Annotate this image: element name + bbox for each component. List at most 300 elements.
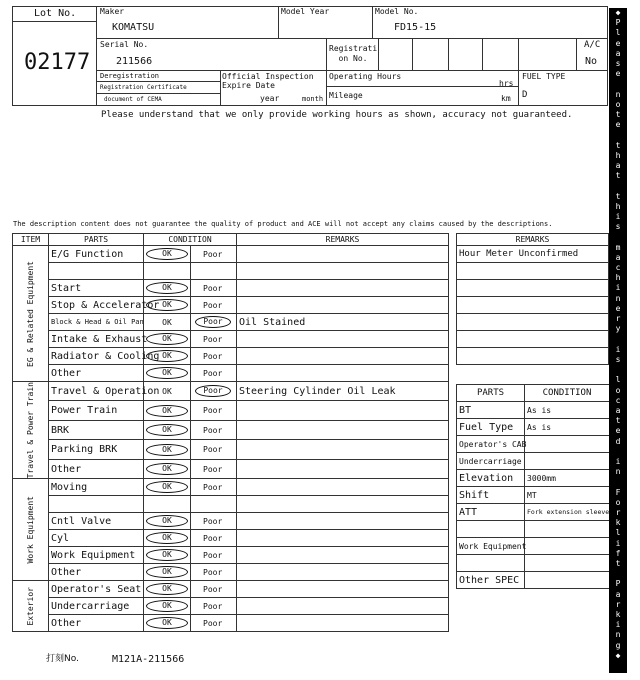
ok-circled: OK: [146, 444, 188, 456]
remark-cell: [237, 297, 449, 314]
side-note-char: l: [615, 375, 621, 385]
remark-cell: [237, 564, 449, 581]
ok-cell: [144, 280, 191, 297]
poor-option: Poor: [203, 533, 223, 543]
spec-row: [457, 521, 610, 538]
side-note-char: f: [615, 548, 621, 558]
side-note-char: t: [615, 110, 621, 120]
ok-cell: [144, 401, 191, 420]
right-remarks-table: [456, 233, 609, 365]
table-row: [13, 401, 449, 420]
remark-cell: [237, 479, 449, 496]
spec-part: Elevation: [457, 470, 525, 487]
side-note-char: a: [615, 589, 621, 599]
side-note-char: c: [615, 263, 621, 273]
side-note-char: [609, 232, 627, 242]
part-name: Radiator & Cooling: [49, 348, 144, 365]
spec-row: [457, 419, 610, 436]
ok-circled: OK: [146, 405, 188, 417]
poor-option: Poor: [203, 406, 223, 416]
model-no-label: Model No.: [375, 7, 419, 16]
hrs-label: hrs: [499, 79, 514, 88]
spec-part: Other SPEC: [457, 572, 525, 589]
ok-circled: OK: [146, 600, 188, 612]
ok-cell: [144, 479, 191, 496]
ok-circled: OK: [146, 248, 188, 260]
remark-cell: [237, 331, 449, 348]
inspection-label: Official Inspection Expire Date: [222, 72, 314, 90]
remark-cell: [237, 348, 449, 365]
side-note-char: F: [615, 487, 621, 497]
table-row: [13, 331, 449, 348]
poor-option: Poor: [203, 351, 223, 361]
spec-part: ATT: [457, 504, 525, 521]
side-note-char: r: [615, 314, 621, 324]
side-note-char: r: [615, 599, 621, 609]
ok-cell: [144, 598, 191, 615]
poor-cell: [191, 297, 237, 314]
right-remark-blank: [457, 331, 609, 348]
side-note-char: e: [615, 303, 621, 313]
remark-cell: [237, 280, 449, 297]
side-note-char: i: [615, 212, 621, 222]
poor-cell: [191, 479, 237, 496]
item-group-exterior: [13, 581, 49, 632]
side-note-char: r: [615, 507, 621, 517]
table-row: [13, 459, 449, 479]
header-grid: [12, 6, 608, 106]
ok-circled: OK: [146, 424, 188, 436]
table-row: [13, 263, 449, 280]
remark-cell: Oil Stained: [237, 314, 449, 331]
spec-value: As is: [525, 419, 610, 436]
op-hours-label: Operating Hours: [329, 72, 402, 81]
remark-cell: [237, 420, 449, 439]
side-note-char: h: [615, 150, 621, 160]
ok-circled: OK: [146, 367, 188, 379]
spec-row: [457, 572, 610, 589]
item-group-work: [13, 479, 49, 581]
item-group-label: EG & Related Equipment: [26, 260, 35, 367]
side-note-char: e: [615, 69, 621, 79]
side-note-char: [609, 181, 627, 191]
table-row: [13, 348, 449, 365]
poor-option: Poor: [203, 334, 223, 344]
reg-cert-label: Registration Certificate: [100, 84, 187, 91]
side-note-char: h: [615, 201, 621, 211]
side-note-char: [609, 335, 627, 345]
ok-cell: [144, 263, 191, 280]
stamp-value: M121A-211566: [112, 654, 185, 665]
parts-header: PARTS: [49, 234, 144, 246]
poor-cell: [191, 331, 237, 348]
poor-circled: Poor: [195, 385, 231, 397]
poor-option: Poor: [203, 249, 223, 259]
side-note-char: t: [615, 416, 621, 426]
side-note: [609, 8, 627, 673]
ok-cell: [144, 440, 191, 459]
condition-table: [12, 233, 449, 632]
side-note-char: m: [615, 242, 621, 252]
remark-cell: [237, 598, 449, 615]
ok-circled: OK: [146, 515, 188, 527]
poor-cell: [191, 440, 237, 459]
spec-value: [525, 521, 610, 538]
remark-cell: [237, 365, 449, 382]
side-note-char: d: [615, 436, 621, 446]
side-note-char: [609, 79, 627, 89]
table-row: [13, 314, 449, 331]
lot-label: Lot No.: [34, 8, 77, 19]
ok-cell: [144, 246, 191, 263]
ok-cell: [144, 420, 191, 439]
part-name: Other: [49, 564, 144, 581]
part-name: E/G Function: [49, 246, 144, 263]
remark-cell: [237, 581, 449, 598]
remark-cell: [237, 440, 449, 459]
ok-circled: OK: [146, 333, 188, 345]
poor-cell: [191, 496, 237, 513]
part-name: Start: [49, 280, 144, 297]
side-note-char: P: [615, 18, 621, 28]
remark-cell: [237, 401, 449, 420]
ok-circled: OK: [146, 299, 188, 311]
poor-cell: [191, 263, 237, 280]
poor-cell: [191, 314, 237, 331]
item-group-label: Work Equipment: [26, 496, 35, 564]
table-row: [13, 382, 449, 401]
mileage-label: Mileage: [329, 91, 363, 100]
side-note-char: P: [615, 579, 621, 589]
spec-value: MT: [525, 487, 610, 504]
spec-row: [457, 470, 610, 487]
poor-option: Poor: [203, 618, 223, 628]
registration-label: Registrati on No.: [329, 44, 378, 63]
item-group-travel: [13, 382, 49, 479]
table-row: [13, 420, 449, 439]
right-remark-blank: [457, 280, 609, 297]
spec-condition-header: CONDITION: [525, 385, 610, 402]
table-row: [13, 479, 449, 496]
side-note-char: t: [615, 140, 621, 150]
table-row: [13, 280, 449, 297]
table-row: [13, 365, 449, 382]
side-note-char: a: [615, 252, 621, 262]
poor-option: Poor: [203, 464, 223, 474]
side-note-char: t: [615, 191, 621, 201]
disclaimer-text: The description content does not guarantee the quality of product and ACE will not accept any claims caused by the descriptions.: [13, 220, 553, 228]
poor-option: Poor: [203, 300, 223, 310]
part-name: Undercarriage: [49, 598, 144, 615]
spec-value: [525, 453, 610, 470]
ok-circled: OK: [146, 617, 188, 629]
table-row: [13, 547, 449, 564]
side-note-char: [609, 447, 627, 457]
part-name: Operator's Seat: [49, 581, 144, 598]
year-label: year: [260, 94, 280, 103]
ok-option: OK: [162, 317, 172, 327]
part-name: Moving: [49, 479, 144, 496]
part-name: Stop & Accelerator: [49, 297, 144, 314]
month-label: month: [302, 95, 324, 103]
lot-number: 02177: [24, 50, 91, 75]
poor-cell: [191, 365, 237, 382]
stamp-label: 打刻No.: [46, 654, 79, 664]
poor-option: Poor: [203, 368, 223, 378]
remark-cell: [237, 530, 449, 547]
table-row: [13, 615, 449, 632]
remark-cell: [237, 496, 449, 513]
poor-cell: [191, 382, 237, 401]
ok-cell: [144, 564, 191, 581]
ok-cell: [144, 297, 191, 314]
part-name: Other: [49, 365, 144, 382]
header-block: [12, 6, 608, 106]
poor-option: Poor: [203, 516, 223, 526]
side-note-char: e: [615, 38, 621, 48]
poor-cell: [191, 280, 237, 297]
remark-cell: Steering Cylinder Oil Leak: [237, 382, 449, 401]
part-name: Work Equipment: [49, 547, 144, 564]
side-note-char: n: [615, 630, 621, 640]
poor-option: Poor: [203, 550, 223, 560]
ok-cell: [144, 459, 191, 479]
poor-option: Poor: [203, 567, 223, 577]
poor-cell: [191, 459, 237, 479]
ok-cell: [144, 581, 191, 598]
part-name: Other: [49, 615, 144, 632]
side-note-char: s: [615, 354, 621, 364]
side-note-char: t: [615, 558, 621, 568]
side-note-char: k: [615, 518, 621, 528]
spec-part: Fuel Type: [457, 419, 525, 436]
poor-option: Poor: [203, 283, 223, 293]
side-note-char: i: [615, 538, 621, 548]
poor-cell: [191, 420, 237, 439]
part-name: Travel & Operation: [49, 382, 144, 401]
table-row: [13, 513, 449, 530]
poor-option: Poor: [203, 482, 223, 492]
part-name: [49, 263, 144, 280]
part-name: Parking BRK: [49, 440, 144, 459]
spec-row: [457, 436, 610, 453]
ok-option: OK: [162, 386, 172, 396]
part-name: Cntl Valve: [49, 513, 144, 530]
part-name: Block & Head & Oil Pan: [49, 314, 144, 331]
right-remark-blank: [457, 348, 609, 365]
spec-row: [457, 402, 610, 419]
poor-cell: [191, 598, 237, 615]
item-header: ITEM: [13, 234, 49, 246]
side-note-char: h: [615, 273, 621, 283]
poor-cell: [191, 348, 237, 365]
remark-cell: [237, 459, 449, 479]
maker-label: Maker: [100, 7, 125, 16]
ok-circled: OK: [146, 463, 188, 475]
side-note-char: k: [615, 609, 621, 619]
right-remark-blank: [457, 297, 609, 314]
table-row: [13, 246, 449, 263]
side-note-char: i: [615, 620, 621, 630]
table-row: [13, 496, 449, 513]
spec-part: BT: [457, 402, 525, 419]
fuel-value: D: [522, 90, 528, 100]
part-name: [49, 496, 144, 513]
ok-circled: OK: [146, 481, 188, 493]
remark-cell: [237, 263, 449, 280]
ok-circled: OK: [146, 549, 188, 561]
part-name: Power Train: [49, 401, 144, 420]
table-row: [13, 297, 449, 314]
part-name: Other: [49, 459, 144, 479]
poor-option: Poor: [203, 584, 223, 594]
poor-cell: [191, 530, 237, 547]
ok-cell: [144, 365, 191, 382]
side-note-char: [609, 365, 627, 375]
item-group-label: Exterior: [26, 587, 35, 626]
serial-label: Serial No.: [100, 40, 149, 49]
side-note-char: e: [615, 120, 621, 130]
side-note-char: i: [615, 283, 621, 293]
side-note-char: a: [615, 48, 621, 58]
spec-part: [457, 521, 525, 538]
spec-part: Work Equipment: [457, 538, 525, 555]
spec-row: [457, 487, 610, 504]
ok-cell: [144, 530, 191, 547]
side-note-char: ◆: [615, 8, 621, 17]
side-note-char: g: [615, 640, 621, 650]
ok-cell: [144, 513, 191, 530]
ok-cell: [144, 348, 191, 365]
poor-circled: Poor: [195, 316, 231, 328]
ac-value: No: [585, 56, 598, 67]
maker-value: KOMATSU: [112, 22, 155, 33]
deregistration-label: Deregistration: [100, 72, 160, 80]
side-note-char: e: [615, 426, 621, 436]
ok-circled: OK: [146, 583, 188, 595]
table-row: [13, 440, 449, 459]
side-note-char: [609, 477, 627, 487]
spec-value: [525, 436, 610, 453]
model-year-label: Model Year: [281, 7, 330, 16]
poor-cell: [191, 564, 237, 581]
ok-circled: OK: [146, 282, 188, 294]
remark-cell: [237, 513, 449, 530]
side-note-char: s: [615, 222, 621, 232]
side-note-char: c: [615, 395, 621, 405]
item-group-label: Travel & Power Train: [26, 382, 35, 479]
side-note-char: y: [615, 324, 621, 334]
side-note-char: o: [615, 497, 621, 507]
remark-cell: [237, 615, 449, 632]
ok-circled: OK: [146, 532, 188, 544]
poor-cell: [191, 581, 237, 598]
spec-value: Fork extension sleeve: [525, 504, 610, 521]
notice-text: Please understand that we only provide working hours as shown, accuracy not guaranteed.: [101, 110, 573, 120]
model-no-value: FD15-15: [394, 22, 437, 33]
side-note-char: t: [615, 171, 621, 181]
part-name: Intake & Exhaust: [49, 331, 144, 348]
ok-cell: [144, 615, 191, 632]
ok-cell: [144, 331, 191, 348]
side-note-char: o: [615, 385, 621, 395]
ok-cell: [144, 547, 191, 564]
table-row: [13, 530, 449, 547]
ac-label: A/C: [584, 40, 601, 50]
ok-cell: [144, 496, 191, 513]
side-note-char: [609, 130, 627, 140]
spec-part: [457, 555, 525, 572]
table-row: [13, 564, 449, 581]
spec-value: [525, 538, 610, 555]
ok-circled: OK: [146, 566, 188, 578]
poor-cell: [191, 401, 237, 420]
side-note-char: n: [615, 293, 621, 303]
spec-part: Shift: [457, 487, 525, 504]
side-note-char: n: [615, 467, 621, 477]
side-note-char: a: [615, 405, 621, 415]
side-note-char: l: [615, 28, 621, 38]
spec-row: [457, 538, 610, 555]
side-note-char: l: [615, 528, 621, 538]
right-remark-blank: [457, 263, 609, 280]
remarks-header: REMARKS: [237, 234, 449, 246]
ok-cell: [144, 382, 191, 401]
poor-option: Poor: [203, 425, 223, 435]
side-note-char: ◆: [615, 650, 621, 660]
fuel-label: FUEL TYPE: [522, 72, 566, 81]
side-note-char: o: [615, 99, 621, 109]
part-name: BRK: [49, 420, 144, 439]
spec-table: [456, 384, 610, 589]
spec-value: 3000mm: [525, 470, 610, 487]
right-remark-blank: [457, 314, 609, 331]
km-label: km: [501, 94, 511, 103]
spec-row: [457, 453, 610, 470]
side-note-char: n: [615, 89, 621, 99]
right-remarks-header: REMARKS: [457, 234, 609, 246]
part-name: Cyl: [49, 530, 144, 547]
spec-part: Operator's CAB: [457, 436, 525, 453]
right-remark-1: Hour Meter Unconfirmed: [457, 246, 609, 263]
ok-circled: OK: [146, 350, 188, 362]
poor-cell: [191, 615, 237, 632]
spec-value: [525, 572, 610, 589]
side-note-char: [609, 569, 627, 579]
poor-cell: [191, 246, 237, 263]
remark-cell: [237, 246, 449, 263]
table-row: [13, 581, 449, 598]
side-note-char: i: [615, 344, 621, 354]
table-row: [13, 598, 449, 615]
poor-option: Poor: [203, 445, 223, 455]
spec-row: [457, 555, 610, 572]
spec-value: [525, 555, 610, 572]
spec-parts-header: PARTS: [457, 385, 525, 402]
item-group-eg: [13, 246, 49, 382]
condition-header: CONDITION: [144, 234, 237, 246]
side-note-char: i: [615, 456, 621, 466]
remark-cell: [237, 547, 449, 564]
cema-label: document of CEMA: [104, 96, 162, 103]
spec-row: [457, 504, 610, 521]
poor-cell: [191, 513, 237, 530]
poor-cell: [191, 547, 237, 564]
side-note-char: a: [615, 161, 621, 171]
ok-cell: [144, 314, 191, 331]
serial-value: 211566: [116, 56, 153, 67]
spec-part: Undercarriage: [457, 453, 525, 470]
